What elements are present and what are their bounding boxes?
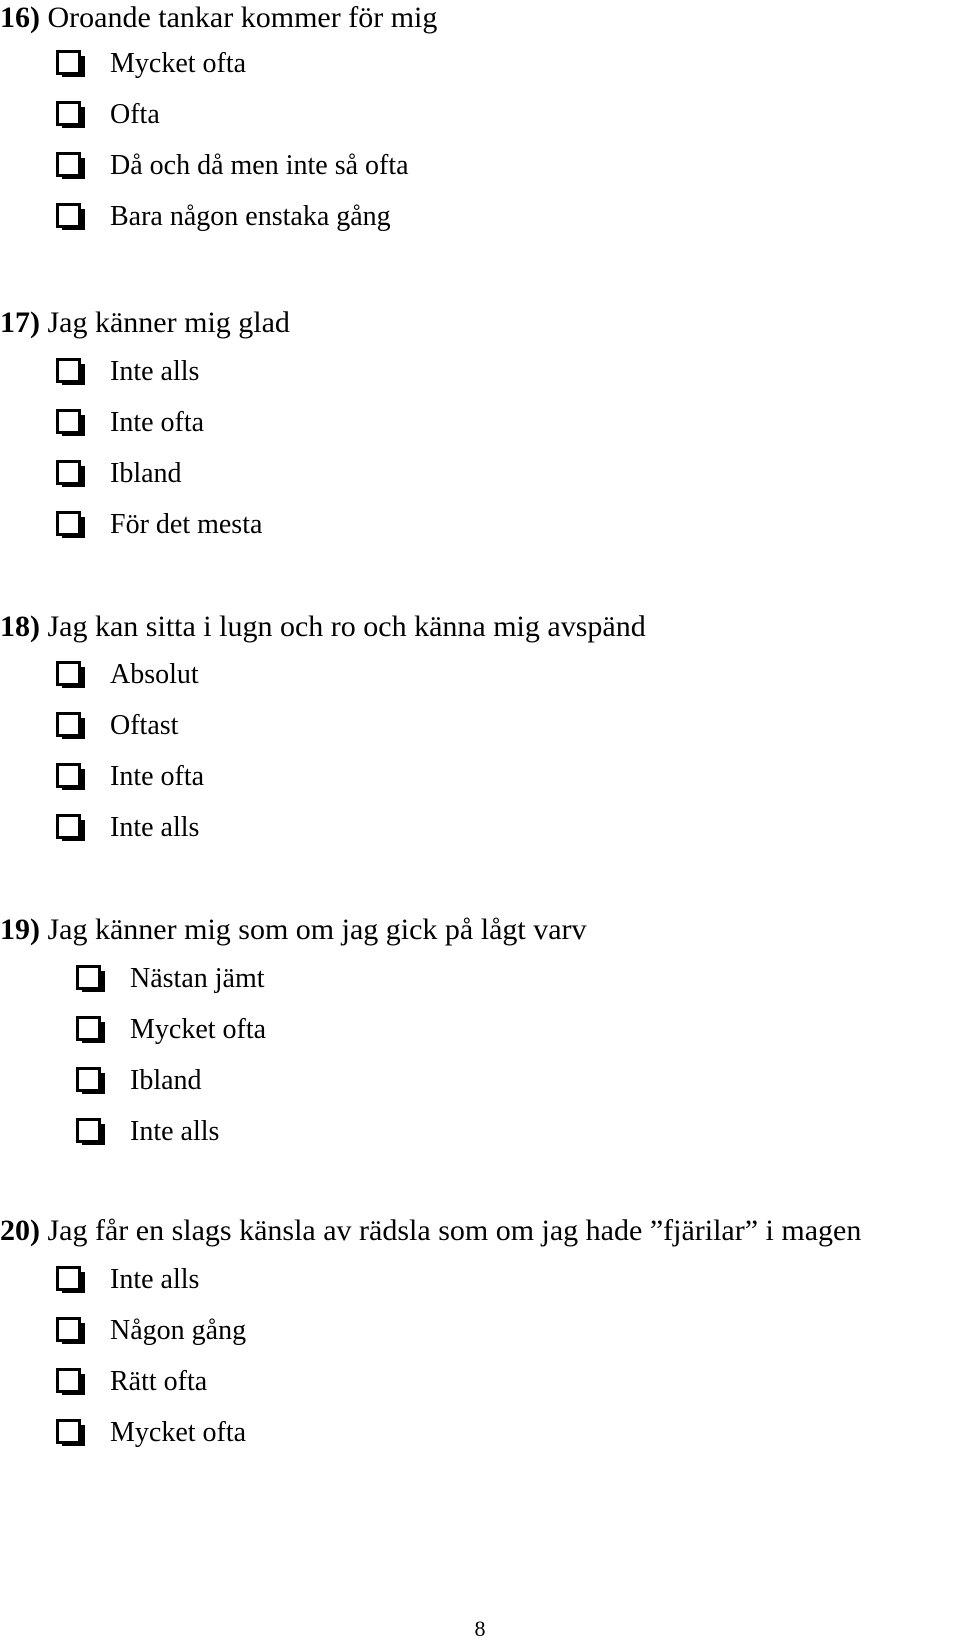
checkbox-icon[interactable] xyxy=(56,763,86,791)
question-number: 18) xyxy=(0,610,40,643)
option-label: Absolut xyxy=(110,659,199,690)
option-label: Mycket ofta xyxy=(130,1014,267,1045)
option-label: Mycket ofta xyxy=(110,1417,247,1448)
option-label: Då och då men inte så ofta xyxy=(110,150,409,181)
option-item[interactable] xyxy=(56,148,409,184)
option-item[interactable] xyxy=(56,1364,207,1400)
question-title xyxy=(0,609,646,645)
question-number: 19) xyxy=(0,913,40,946)
question-text: Jag känner mig glad xyxy=(47,306,290,339)
option-item[interactable] xyxy=(56,507,262,543)
checkbox-icon[interactable] xyxy=(76,965,106,993)
option-label: Inte ofta xyxy=(110,761,205,792)
question-number: 20) xyxy=(0,1214,40,1247)
option-label: Nästan jämt xyxy=(130,963,265,994)
option-label: Inte alls xyxy=(110,1264,200,1295)
checkbox-icon[interactable] xyxy=(76,1067,106,1095)
option-label: Oftast xyxy=(110,710,179,741)
checkbox-icon[interactable] xyxy=(56,511,86,539)
option-item[interactable] xyxy=(56,456,182,492)
option-item[interactable] xyxy=(56,199,391,235)
checkbox-icon[interactable] xyxy=(56,1317,86,1345)
option-label: Rätt ofta xyxy=(110,1366,208,1397)
option-label: Mycket ofta xyxy=(110,48,247,79)
question-number: 16) xyxy=(0,1,40,34)
option-label: För det mesta xyxy=(110,509,263,540)
option-item[interactable] xyxy=(56,405,204,441)
option-label: Inte alls xyxy=(110,812,200,843)
question-title xyxy=(0,0,437,36)
question-title xyxy=(0,305,290,341)
question-text: Oroande tankar kommer för mig xyxy=(47,1,438,34)
option-item[interactable] xyxy=(56,759,204,795)
option-item[interactable] xyxy=(56,1415,246,1451)
option-item[interactable] xyxy=(56,657,199,693)
checkbox-icon[interactable] xyxy=(76,1118,106,1146)
checkbox-icon[interactable] xyxy=(56,409,86,437)
option-item[interactable] xyxy=(76,1012,266,1048)
option-item[interactable] xyxy=(56,97,160,133)
checkbox-icon[interactable] xyxy=(56,1419,86,1447)
question-text: Jag kan sitta i lugn och ro och känna mig avspänd xyxy=(47,610,646,643)
checkbox-icon[interactable] xyxy=(56,203,86,231)
option-label: Ofta xyxy=(110,99,160,130)
option-label: Ibland xyxy=(110,458,182,489)
checkbox-icon[interactable] xyxy=(56,152,86,180)
option-label: Ibland xyxy=(130,1065,202,1096)
checkbox-icon[interactable] xyxy=(56,1266,86,1294)
question-number: 17) xyxy=(0,306,40,339)
checkbox-icon[interactable] xyxy=(76,1016,106,1044)
question-text: Jag känner mig som om jag gick på lågt varv xyxy=(47,913,587,946)
option-item[interactable] xyxy=(56,708,178,744)
option-label: Inte alls xyxy=(110,356,200,387)
option-item[interactable] xyxy=(76,961,265,997)
question-title xyxy=(0,912,587,948)
checkbox-icon[interactable] xyxy=(56,814,86,842)
option-item[interactable] xyxy=(56,46,246,82)
option-item[interactable] xyxy=(76,1063,202,1099)
checkbox-icon[interactable] xyxy=(56,1368,86,1396)
option-label: Någon gång xyxy=(110,1315,247,1346)
option-item[interactable] xyxy=(56,354,199,390)
option-item[interactable] xyxy=(56,810,199,846)
option-item[interactable] xyxy=(56,1262,199,1298)
option-label: Bara någon enstaka gång xyxy=(110,201,391,232)
checkbox-icon[interactable] xyxy=(56,101,86,129)
page-number: 8 xyxy=(474,1616,486,1641)
question-text: Jag får en slags känsla av rädsla som om jag hade ”fjärilar” i magen xyxy=(47,1214,862,1247)
checkbox-icon[interactable] xyxy=(56,661,86,689)
option-label: Inte ofta xyxy=(110,407,205,438)
option-label: Inte alls xyxy=(130,1116,220,1147)
option-item[interactable] xyxy=(76,1114,219,1150)
checkbox-icon[interactable] xyxy=(56,50,86,78)
checkbox-icon[interactable] xyxy=(56,712,86,740)
option-item[interactable] xyxy=(56,1313,246,1349)
checkbox-icon[interactable] xyxy=(56,460,86,488)
checkbox-icon[interactable] xyxy=(56,358,86,386)
question-title xyxy=(0,1213,861,1249)
